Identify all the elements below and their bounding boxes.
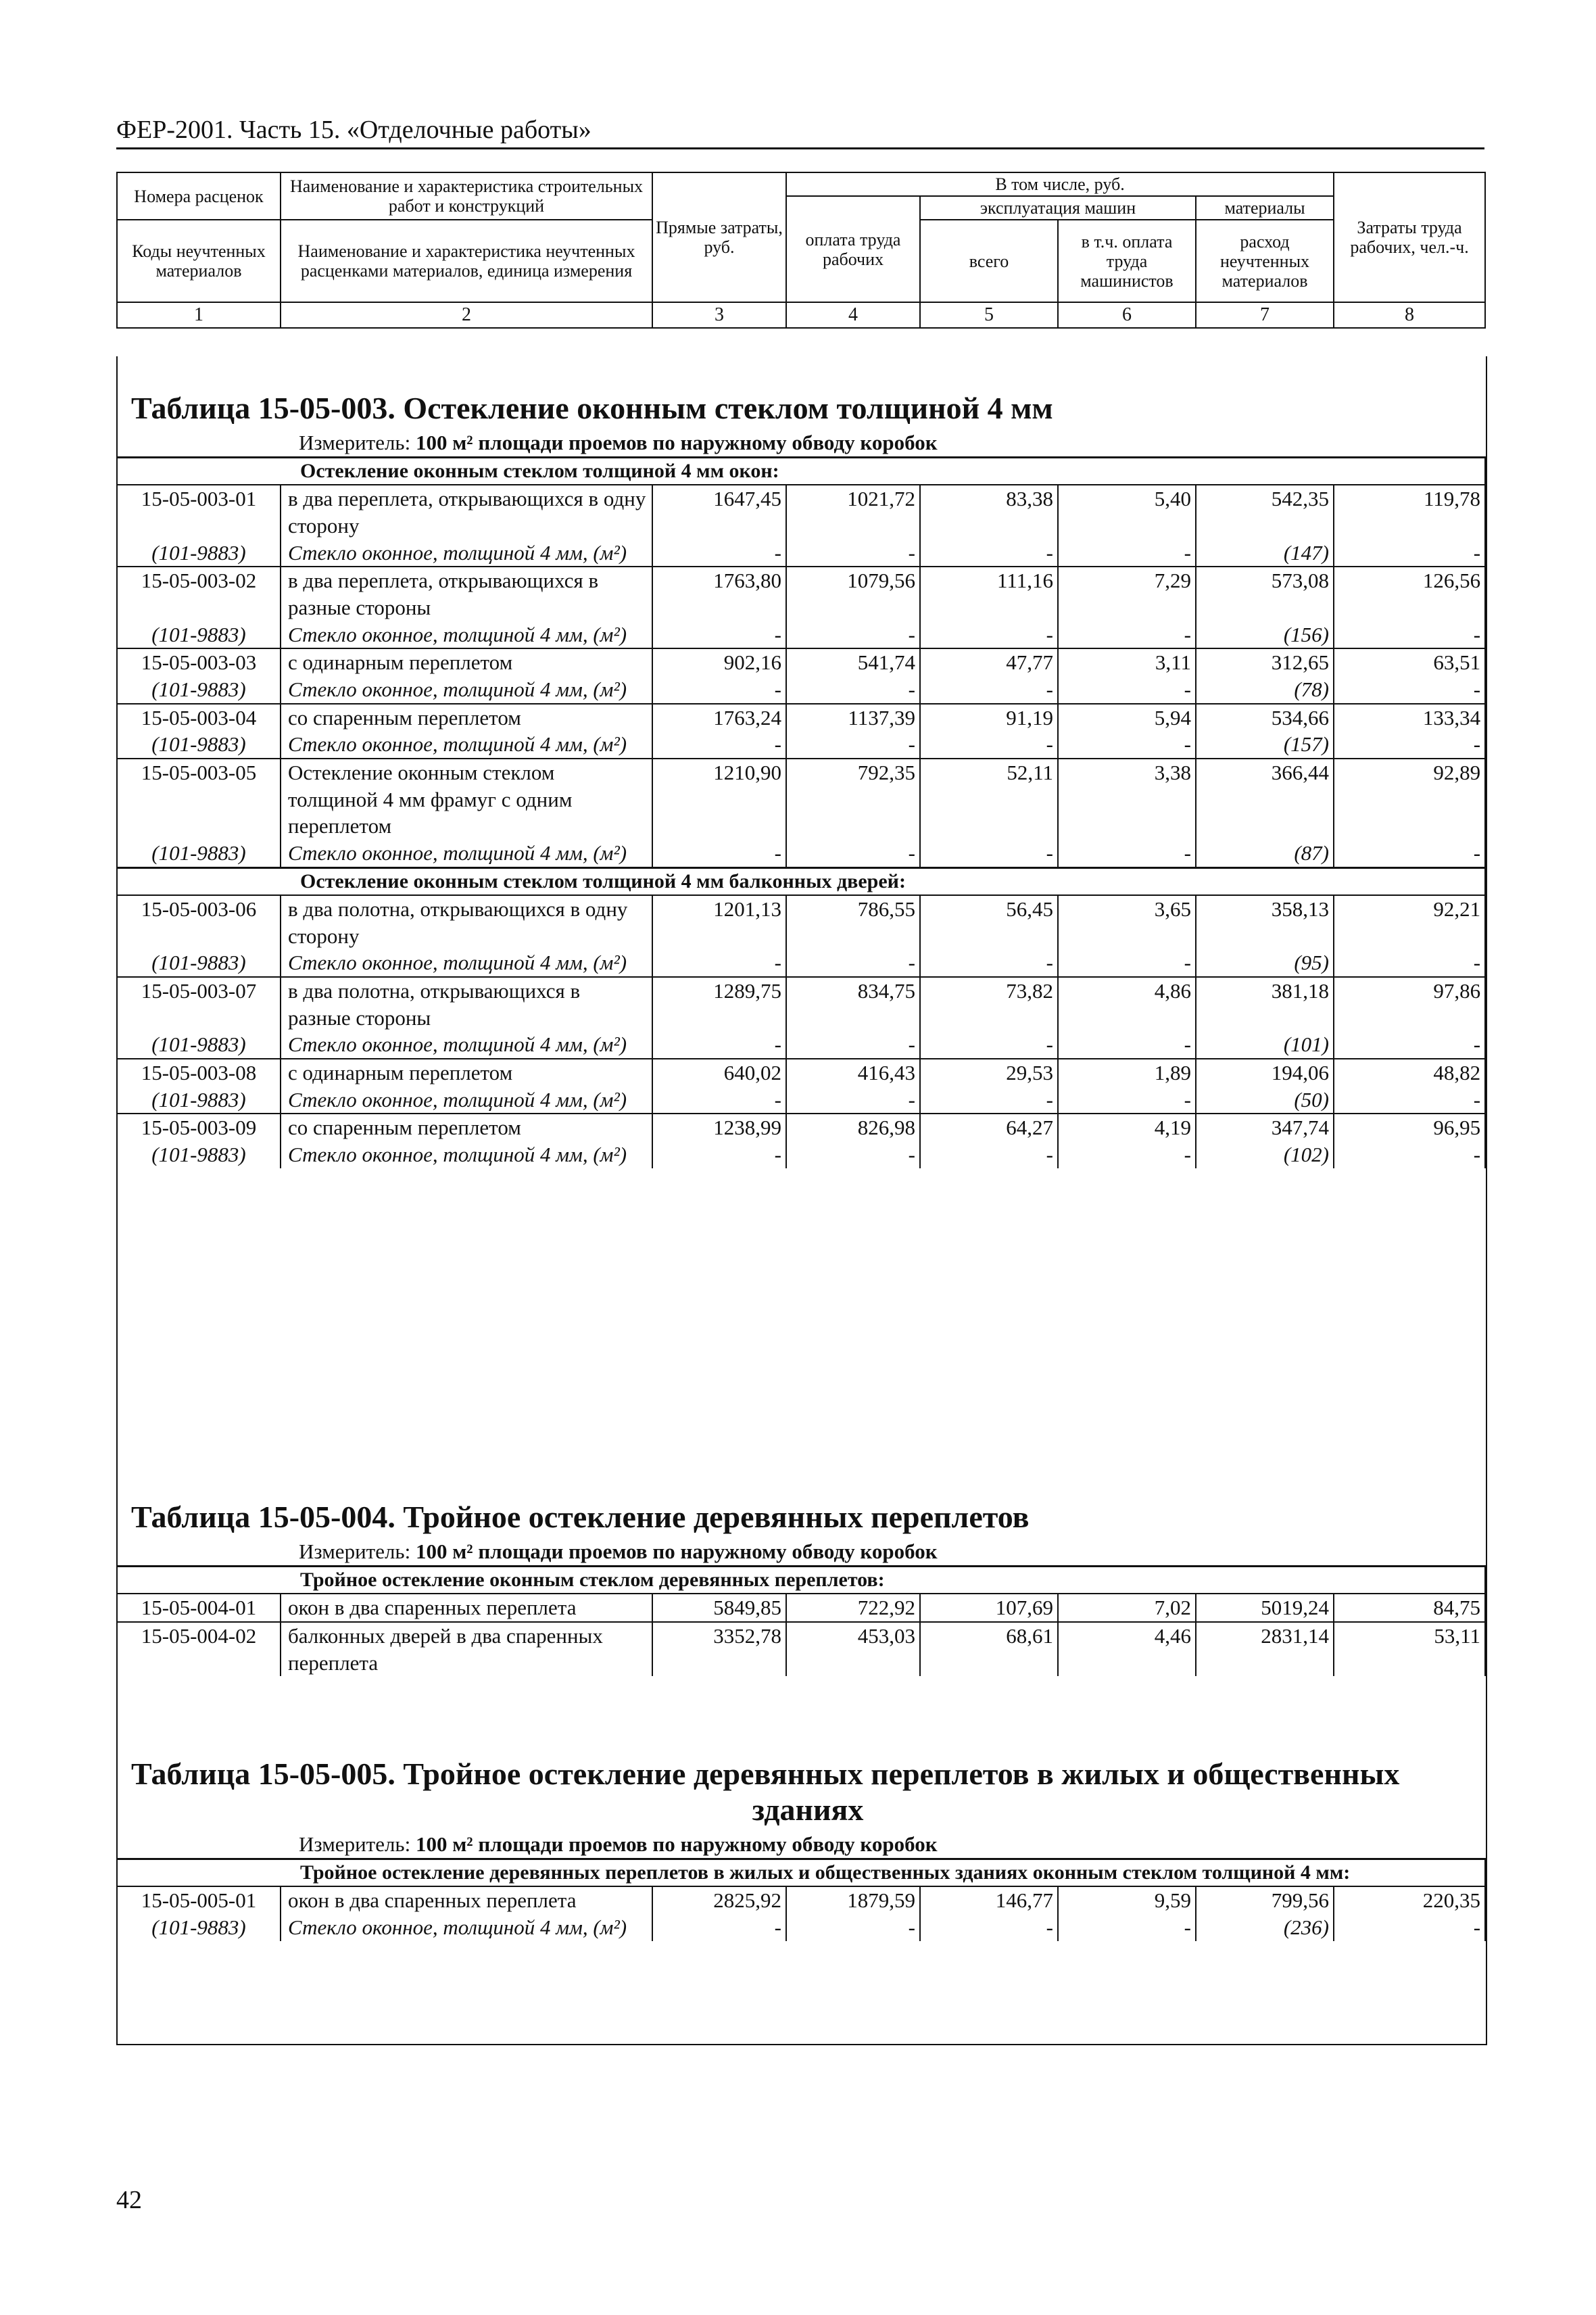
rate-value: 358,13 — [1196, 895, 1334, 949]
material-code: (101-9883) — [117, 731, 281, 759]
header-material-codes: Коды неучтенных материалов — [117, 220, 281, 302]
rate-value: 3352,78 — [652, 1622, 786, 1676]
table-section — [116, 1757, 1484, 1941]
rate-value: 73,82 — [920, 977, 1058, 1031]
material-quantity: (50) — [1196, 1087, 1334, 1114]
rate-value: 9,59 — [1058, 1886, 1196, 1914]
rate-row — [117, 895, 1485, 949]
rate-value: 91,19 — [920, 704, 1058, 732]
material-code: (101-9883) — [117, 676, 281, 704]
material-code: (101-9883) — [117, 1914, 281, 1941]
rate-value: 366,44 — [1196, 759, 1334, 840]
rate-value: 5,40 — [1058, 485, 1196, 539]
material-dash: - — [1058, 949, 1196, 977]
material-dash: - — [920, 1141, 1058, 1168]
rate-row — [117, 704, 1485, 732]
rate-value: 1201,13 — [652, 895, 786, 949]
rate-value: 1021,72 — [786, 485, 920, 539]
measure-value: 100 м² площади проемов по наружному обводу коробок — [415, 1832, 938, 1856]
rate-value: 3,38 — [1058, 759, 1196, 840]
group-heading-row — [117, 1859, 1485, 1886]
material-dash: - — [1334, 540, 1485, 567]
rate-value: 5,94 — [1058, 704, 1196, 732]
rate-value: 68,61 — [920, 1622, 1058, 1676]
material-row — [117, 1914, 1485, 1941]
header-worker-pay: оплата труда рабочих — [786, 196, 920, 302]
column-header-table — [116, 172, 1486, 329]
rate-value: 63,51 — [1334, 648, 1485, 676]
material-dash: - — [1058, 1914, 1196, 1941]
material-quantity: (156) — [1196, 621, 1334, 649]
rate-name: в два переплета, открывающихся в одну сторону — [281, 485, 652, 539]
material-dash: - — [1058, 676, 1196, 704]
rate-value: 541,74 — [786, 648, 920, 676]
measure-unit — [116, 431, 1484, 456]
table-title — [116, 1500, 1484, 1535]
rate-name: в два переплета, открывающихся в разные стороны — [281, 567, 652, 621]
material-code: (101-9883) — [117, 949, 281, 977]
material-dash: - — [652, 540, 786, 567]
header-materials: материалы — [1196, 196, 1334, 220]
rate-value: 1763,80 — [652, 567, 786, 621]
rate-value: 2831,14 — [1196, 1622, 1334, 1676]
rates-table — [116, 1858, 1486, 1941]
material-dash: - — [786, 1031, 920, 1059]
rate-value: 107,69 — [920, 1594, 1058, 1622]
rate-value: 4,46 — [1058, 1622, 1196, 1676]
material-row — [117, 1087, 1485, 1114]
group-heading-row — [117, 1566, 1485, 1594]
material-quantity: (147) — [1196, 540, 1334, 567]
header-codes: Номера расценок — [117, 172, 281, 220]
col-number: 5 — [920, 302, 1058, 327]
material-dash: - — [652, 676, 786, 704]
rate-name: со спаренным переплетом — [281, 704, 652, 732]
rate-value: 347,74 — [1196, 1114, 1334, 1141]
rate-value: 792,35 — [786, 759, 920, 840]
rate-value: 220,35 — [1334, 1886, 1485, 1914]
material-dash: - — [920, 731, 1058, 759]
material-name: Стекло оконное, толщиной 4 мм, (м²) — [281, 1141, 652, 1168]
rate-row — [117, 1622, 1485, 1676]
material-dash: - — [786, 621, 920, 649]
material-name: Стекло оконное, толщиной 4 мм, (м²) — [281, 731, 652, 759]
header-operator-pay: в т.ч. оплата труда машинистов — [1058, 220, 1196, 302]
rate-value: 64,27 — [920, 1114, 1058, 1141]
rate-value: 1763,24 — [652, 704, 786, 732]
rate-value: 381,18 — [1196, 977, 1334, 1031]
material-dash: - — [920, 1914, 1058, 1941]
material-code: (101-9883) — [117, 840, 281, 867]
rate-code: 15-05-003-06 — [117, 895, 281, 949]
table-title-text: Таблица 15-05-004. Тройное остекление деревянных переплетов — [131, 1500, 1030, 1534]
rate-value: 92,21 — [1334, 895, 1485, 949]
header-labor-hours: Затраты труда рабочих, чел.-ч. — [1334, 172, 1485, 302]
material-code: (101-9883) — [117, 1087, 281, 1114]
rate-value: 786,55 — [786, 895, 920, 949]
rate-value: 1137,39 — [786, 704, 920, 732]
material-dash: - — [652, 1031, 786, 1059]
material-dash: - — [920, 1087, 1058, 1114]
material-dash: - — [1058, 731, 1196, 759]
material-quantity: (95) — [1196, 949, 1334, 977]
measure-value: 100 м² площади проемов по наружному обводу коробок — [415, 430, 938, 454]
measure-label: Измеритель: — [299, 1539, 411, 1563]
header-rule — [116, 147, 1484, 149]
header-material-usage: расход неучтенных материалов — [1196, 220, 1334, 302]
material-dash: - — [652, 949, 786, 977]
material-dash: - — [1058, 1141, 1196, 1168]
material-dash: - — [1058, 840, 1196, 867]
material-dash: - — [786, 1914, 920, 1941]
rate-name: с одинарным переплетом — [281, 1059, 652, 1087]
rate-value: 4,86 — [1058, 977, 1196, 1031]
rate-value: 48,82 — [1334, 1059, 1485, 1087]
rate-code: 15-05-003-02 — [117, 567, 281, 621]
group-heading-row — [117, 867, 1485, 895]
group-heading: Остекление оконным стеклом толщиной 4 мм балконных дверей: — [117, 867, 1485, 895]
material-dash: - — [652, 731, 786, 759]
rate-value: 29,53 — [920, 1059, 1058, 1087]
material-code: (101-9883) — [117, 1141, 281, 1168]
table-section — [116, 391, 1484, 1168]
rate-value: 92,89 — [1334, 759, 1485, 840]
rate-row — [117, 1886, 1485, 1914]
rate-row — [117, 648, 1485, 676]
rate-name: окон в два спаренных переплета — [281, 1886, 652, 1914]
measure-label: Измеритель: — [299, 1832, 411, 1856]
rate-value: 126,56 — [1334, 567, 1485, 621]
rate-value: 111,16 — [920, 567, 1058, 621]
material-row — [117, 1031, 1485, 1059]
rate-value: 4,19 — [1058, 1114, 1196, 1141]
col-number: 1 — [117, 302, 281, 327]
rate-value: 5019,24 — [1196, 1594, 1334, 1622]
material-dash: - — [920, 1031, 1058, 1059]
rate-value: 1647,45 — [652, 485, 786, 539]
material-dash: - — [920, 621, 1058, 649]
material-dash: - — [652, 1087, 786, 1114]
rate-value: 902,16 — [652, 648, 786, 676]
col-number: 7 — [1196, 302, 1334, 327]
material-dash: - — [1334, 1087, 1485, 1114]
rate-value: 3,65 — [1058, 895, 1196, 949]
material-dash: - — [920, 840, 1058, 867]
rate-row — [117, 977, 1485, 1031]
material-dash: - — [920, 540, 1058, 567]
material-quantity: (102) — [1196, 1141, 1334, 1168]
header-machines-total: всего — [920, 220, 1058, 302]
rate-value: 1,89 — [1058, 1059, 1196, 1087]
material-name: Стекло оконное, толщиной 4 мм, (м²) — [281, 676, 652, 704]
material-dash: - — [1334, 621, 1485, 649]
material-row — [117, 949, 1485, 977]
material-dash: - — [1334, 731, 1485, 759]
rate-value: 3,11 — [1058, 648, 1196, 676]
header-material-name: Наименование и характеристика неучтенных расценками материалов, единица измерения — [281, 220, 652, 302]
material-name: Стекло оконное, толщиной 4 мм, (м²) — [281, 840, 652, 867]
rate-value: 194,06 — [1196, 1059, 1334, 1087]
material-row — [117, 731, 1485, 759]
header-work-name: Наименование и характеристика строительных работ и конструкций — [281, 172, 652, 220]
rate-value: 7,02 — [1058, 1594, 1196, 1622]
rate-code: 15-05-005-01 — [117, 1886, 281, 1914]
rate-value: 312,65 — [1196, 648, 1334, 676]
measure-value: 100 м² площади проемов по наружному обводу коробок — [415, 1539, 938, 1563]
rate-value: 1079,56 — [786, 567, 920, 621]
measure-unit — [116, 1540, 1484, 1565]
material-dash: - — [1334, 676, 1485, 704]
material-dash: - — [652, 840, 786, 867]
table-title — [116, 391, 1484, 427]
rate-value: 83,38 — [920, 485, 1058, 539]
rate-value: 534,66 — [1196, 704, 1334, 732]
material-name: Стекло оконное, толщиной 4 мм, (м²) — [281, 621, 652, 649]
rate-code: 15-05-003-05 — [117, 759, 281, 840]
rate-value: 96,95 — [1334, 1114, 1485, 1141]
material-row — [117, 540, 1485, 567]
rates-table — [116, 456, 1486, 1168]
material-quantity: (101) — [1196, 1031, 1334, 1059]
material-name: Стекло оконное, толщиной 4 мм, (м²) — [281, 1087, 652, 1114]
rate-value: 47,77 — [920, 648, 1058, 676]
rate-name: с одинарным переплетом — [281, 648, 652, 676]
rate-name: Остекление оконным стеклом толщиной 4 мм фрамуг с одним переплетом — [281, 759, 652, 840]
rate-value: 84,75 — [1334, 1594, 1485, 1622]
rate-value: 56,45 — [920, 895, 1058, 949]
rate-row — [117, 567, 1485, 621]
rate-value: 52,11 — [920, 759, 1058, 840]
header-direct-costs: Прямые затраты, руб. — [652, 172, 786, 302]
rate-value: 573,08 — [1196, 567, 1334, 621]
rate-value: 722,92 — [786, 1594, 920, 1622]
rate-code: 15-05-003-08 — [117, 1059, 281, 1087]
material-dash: - — [1058, 1087, 1196, 1114]
material-dash: - — [652, 1914, 786, 1941]
rate-row — [117, 759, 1485, 840]
rate-value: 1289,75 — [652, 977, 786, 1031]
rate-value: 1879,59 — [786, 1886, 920, 1914]
rate-row — [117, 1059, 1485, 1087]
rate-code: 15-05-003-09 — [117, 1114, 281, 1141]
rate-row — [117, 1594, 1485, 1622]
group-heading-row — [117, 457, 1485, 485]
rate-code: 15-05-003-01 — [117, 485, 281, 539]
header-including: В том числе, руб. — [786, 172, 1334, 196]
material-quantity: (236) — [1196, 1914, 1334, 1941]
material-code: (101-9883) — [117, 621, 281, 649]
rate-code: 15-05-004-02 — [117, 1622, 281, 1676]
rate-value: 640,02 — [652, 1059, 786, 1087]
material-dash: - — [786, 840, 920, 867]
material-dash: - — [652, 621, 786, 649]
running-header: ФЕР-2001. Часть 15. «Отделочные работы» — [116, 116, 591, 144]
rate-code: 15-05-003-04 — [117, 704, 281, 732]
table-title-text: Таблица 15-05-005. Тройное остекление деревянных переплетов в жилых и общественных — [131, 1757, 1400, 1791]
rate-code: 15-05-003-03 — [117, 648, 281, 676]
table-title — [116, 1757, 1484, 1828]
material-dash: - — [786, 949, 920, 977]
measure-label: Измеритель: — [299, 430, 411, 454]
material-dash: - — [786, 540, 920, 567]
rate-name: со спаренным переплетом — [281, 1114, 652, 1141]
material-dash: - — [1334, 840, 1485, 867]
col-number: 4 — [786, 302, 920, 327]
rate-row — [117, 1114, 1485, 1141]
material-name: Стекло оконное, толщиной 4 мм, (м²) — [281, 949, 652, 977]
page-number: 42 — [116, 2186, 142, 2214]
material-dash: - — [920, 676, 1058, 704]
group-heading: Тройное остекление оконным стеклом деревянных переплетов: — [117, 1566, 1485, 1594]
rate-value: 2825,92 — [652, 1886, 786, 1914]
rate-value: 1238,99 — [652, 1114, 786, 1141]
material-dash: - — [786, 731, 920, 759]
rate-name: балконных дверей в два спаренных переплета — [281, 1622, 652, 1676]
rate-value: 826,98 — [786, 1114, 920, 1141]
measure-unit — [116, 1832, 1484, 1858]
material-name: Стекло оконное, толщиной 4 мм, (м²) — [281, 1914, 652, 1941]
material-name: Стекло оконное, толщиной 4 мм, (м²) — [281, 1031, 652, 1059]
material-dash: - — [920, 949, 1058, 977]
rate-name: в два полотна, открывающихся в разные стороны — [281, 977, 652, 1031]
material-dash: - — [786, 676, 920, 704]
material-dash: - — [1058, 540, 1196, 567]
rate-row — [117, 485, 1485, 539]
rate-value: 542,35 — [1196, 485, 1334, 539]
material-dash: - — [1334, 949, 1485, 977]
rate-value: 133,34 — [1334, 704, 1485, 732]
material-row — [117, 621, 1485, 649]
rate-value: 799,56 — [1196, 1886, 1334, 1914]
col-number: 8 — [1334, 302, 1485, 327]
rate-value: 453,03 — [786, 1622, 920, 1676]
rate-value: 146,77 — [920, 1886, 1058, 1914]
material-name: Стекло оконное, толщиной 4 мм, (м²) — [281, 540, 652, 567]
material-row — [117, 676, 1485, 704]
material-code: (101-9883) — [117, 1031, 281, 1059]
table-section — [116, 1500, 1484, 1676]
material-row — [117, 840, 1485, 867]
col-number: 2 — [281, 302, 652, 327]
col-number: 6 — [1058, 302, 1196, 327]
material-dash: - — [786, 1087, 920, 1114]
rate-value: 834,75 — [786, 977, 920, 1031]
rate-value: 416,43 — [786, 1059, 920, 1087]
column-number-row — [117, 302, 1485, 327]
rate-code: 15-05-003-07 — [117, 977, 281, 1031]
material-row — [117, 1141, 1485, 1168]
material-quantity: (78) — [1196, 676, 1334, 704]
rate-value: 97,86 — [1334, 977, 1485, 1031]
material-quantity: (87) — [1196, 840, 1334, 867]
material-dash: - — [1334, 1914, 1485, 1941]
table-title-text: Таблица 15-05-003. Остекление оконным стеклом толщиной 4 мм — [131, 391, 1053, 425]
group-heading: Тройное остекление деревянных переплетов в жилых и общественных зданиях оконным стеклом толщиной 4 мм: — [117, 1859, 1485, 1886]
material-dash: - — [786, 1141, 920, 1168]
table-title-continuation: зданиях — [752, 1792, 864, 1827]
rate-value: 53,11 — [1334, 1622, 1485, 1676]
rate-name: в два полотна, открывающихся в одну сторону — [281, 895, 652, 949]
material-dash: - — [1058, 621, 1196, 649]
rate-name: окон в два спаренных переплета — [281, 1594, 652, 1622]
rate-value: 7,29 — [1058, 567, 1196, 621]
material-dash: - — [1334, 1031, 1485, 1059]
rate-value: 5849,85 — [652, 1594, 786, 1622]
material-dash: - — [652, 1141, 786, 1168]
material-dash: - — [1058, 1031, 1196, 1059]
material-code: (101-9883) — [117, 540, 281, 567]
material-quantity: (157) — [1196, 731, 1334, 759]
col-number: 3 — [652, 302, 786, 327]
rate-code: 15-05-004-01 — [117, 1594, 281, 1622]
material-dash: - — [1334, 1141, 1485, 1168]
header-machines: эксплуатация машин — [920, 196, 1196, 220]
group-heading: Остекление оконным стеклом толщиной 4 мм окон: — [117, 457, 1485, 485]
rates-table — [116, 1565, 1486, 1676]
rate-value: 1210,90 — [652, 759, 786, 840]
rate-value: 119,78 — [1334, 485, 1485, 539]
